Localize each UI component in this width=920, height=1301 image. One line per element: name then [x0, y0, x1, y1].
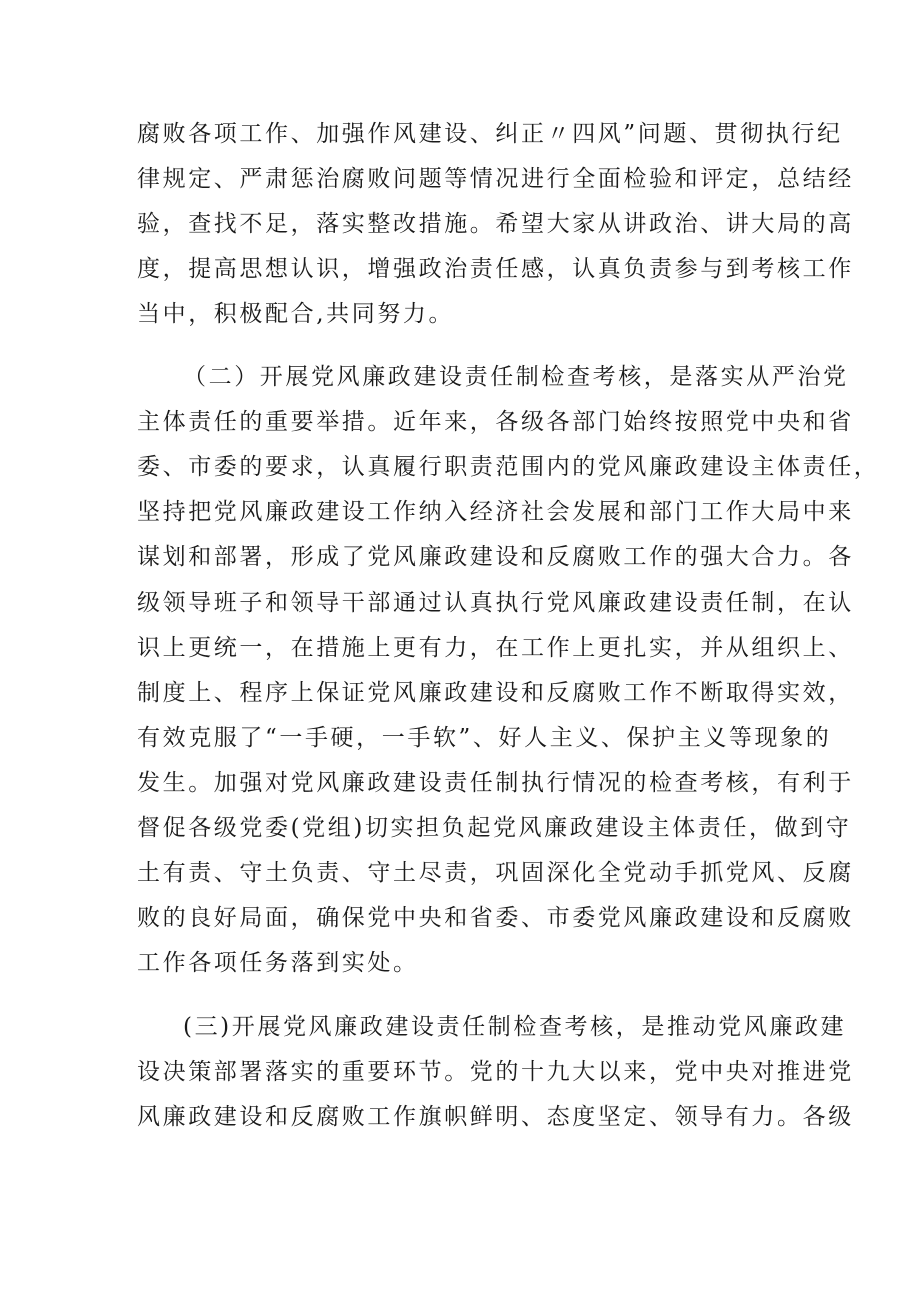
paragraph-line: 工作各项任务落到实处。	[137, 950, 419, 976]
paragraph-line: 风廉政建设和反腐败工作旗帜鲜明、态度坚定、领导有力。各级	[137, 1104, 854, 1130]
paragraph-line: 有效克服了“一手硬，一手软”、好人主义、保护主义等现象的	[137, 725, 832, 751]
paragraph-line: （二）开展党风廉政建设责任制检查考核，是落实从严治党	[183, 364, 849, 390]
paragraph-line: 主体责任的重要举措。近年来，各级各部门始终按照党中央和省	[137, 409, 854, 435]
paragraph-line: 当中，积极配合,共同努力。	[137, 301, 455, 327]
paragraph-line: 委、市委的要求，认真履行职责范围内的党风廉政建设主体责任，	[137, 454, 880, 480]
paragraph-line: 发生。加强对党风廉政建设责任制执行情况的检查考核，有利于	[137, 770, 854, 796]
paragraph-line: 谋划和部署，形成了党风廉政建设和反腐败工作的强大合力。各	[137, 544, 854, 570]
paragraph-line: 制度上、程序上保证党风廉政建设和反腐败工作不断取得实效，	[137, 680, 854, 706]
paragraph-line: 设决策部署落实的重要环节。党的十九大以来，党中央对推进党	[137, 1059, 854, 1085]
paragraph-line: 验，查找不足，落实整改措施。希望大家从讲政治、讲大局的高	[137, 211, 854, 237]
paragraph-line: 坚持把党风廉政建设工作纳入经济社会发展和部门工作大局中来	[137, 499, 854, 525]
paragraph-line: 土有责、守土负责、守土尽责，巩固深化全党动手抓党风、反腐	[137, 860, 854, 886]
paragraph-line: 识上更统一，在措施上更有力，在工作上更扎实，并从组织上、	[137, 635, 854, 661]
paragraph-line: 级领导班子和领导干部通过认真执行党风廉政建设责任制，在认	[137, 590, 854, 616]
paragraph-line: (三)开展党风廉政建设责任制检查考核，是推动党风廉政建	[183, 1014, 847, 1040]
paragraph-line: 督促各级党委(党组)切实担负起党风廉政建设主体责任，做到守	[137, 815, 852, 841]
paragraph-line: 度，提高思想认识，增强政治责任感，认真负责参与到考核工作	[137, 256, 854, 282]
paragraph-line: 律规定、严肃惩治腐败问题等情况进行全面检验和评定，总结经	[137, 166, 854, 192]
paragraph-line: 败的良好局面，确保党中央和省委、市委党风廉政建设和反腐败	[137, 905, 854, 931]
paragraph-line: 腐败各项工作、加强作风建设、纠正〃四风”问题、贯彻执行纪	[137, 121, 843, 147]
